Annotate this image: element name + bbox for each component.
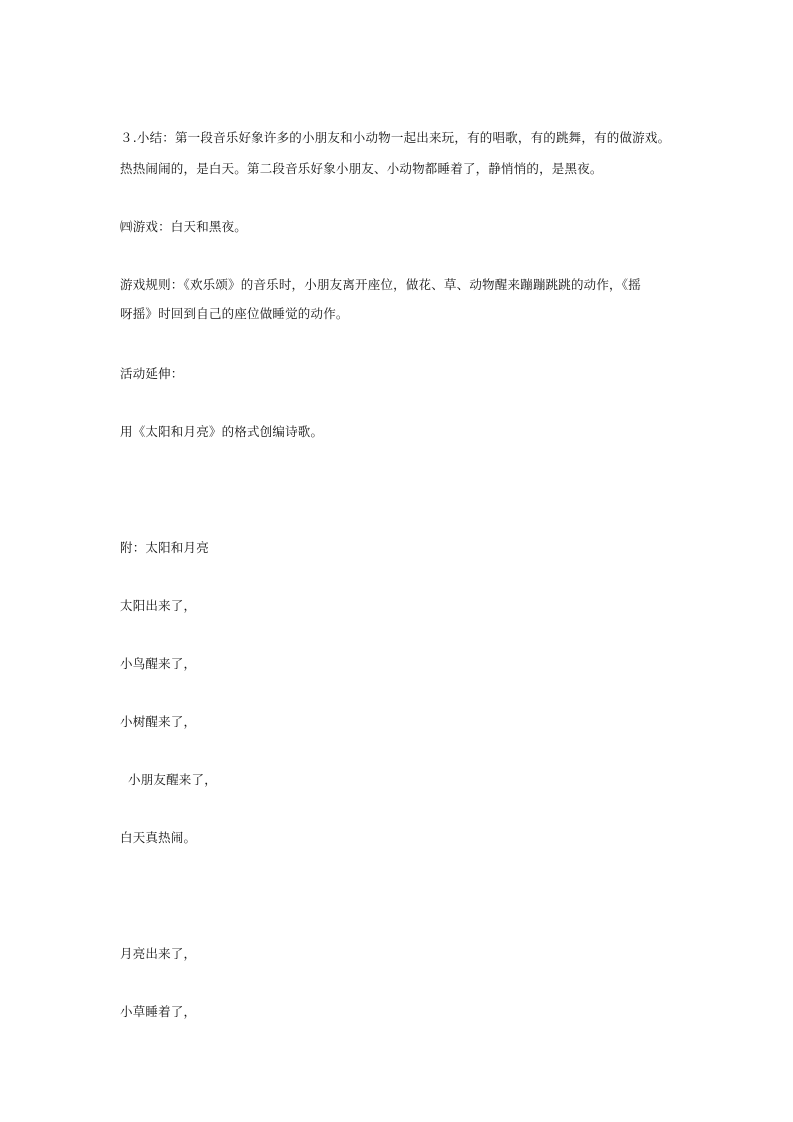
game-rules-line-2: 呀摇》时回到自己的座位做睡觉的动作。 xyxy=(120,306,349,321)
game-heading: ㈣游戏：白天和黑夜。 xyxy=(120,219,248,234)
poem-line: 太阳出来了， xyxy=(120,598,197,613)
poem-line: 小草睡着了， xyxy=(120,1004,197,1019)
summary-line-2: 热热闹闹的，是白天。第二段音乐好象小朋友、小动物都睡着了，静悄悄的，是黑夜。 xyxy=(120,161,603,176)
appendix-title: 附：太阳和月亮 xyxy=(120,540,209,555)
poem-line: 月亮出来了， xyxy=(120,946,197,961)
summary-line-1: ３.小结：第一段音乐好象许多的小朋友和小动物一起出来玩，有的唱歌，有的跳舞，有的做游戏。 xyxy=(120,130,671,145)
activity-extension-text: 用《太阳和月亮》的格式创编诗歌。 xyxy=(120,424,324,439)
poem-line: 小鸟醒来了， xyxy=(120,656,197,671)
poem-line: 小树醒来了， xyxy=(120,714,197,729)
activity-extension-heading: 活动延伸： xyxy=(120,366,184,381)
poem-line: 白天真热闹。 xyxy=(120,830,197,845)
poem-line: 小朋友醒来了， xyxy=(128,772,217,787)
game-rules-line-1: 游戏规则：《欢乐颂》的音乐时，小朋友离开座位，做花、草、动物醒来蹦蹦跳跳的动作，《摇 xyxy=(120,277,641,292)
